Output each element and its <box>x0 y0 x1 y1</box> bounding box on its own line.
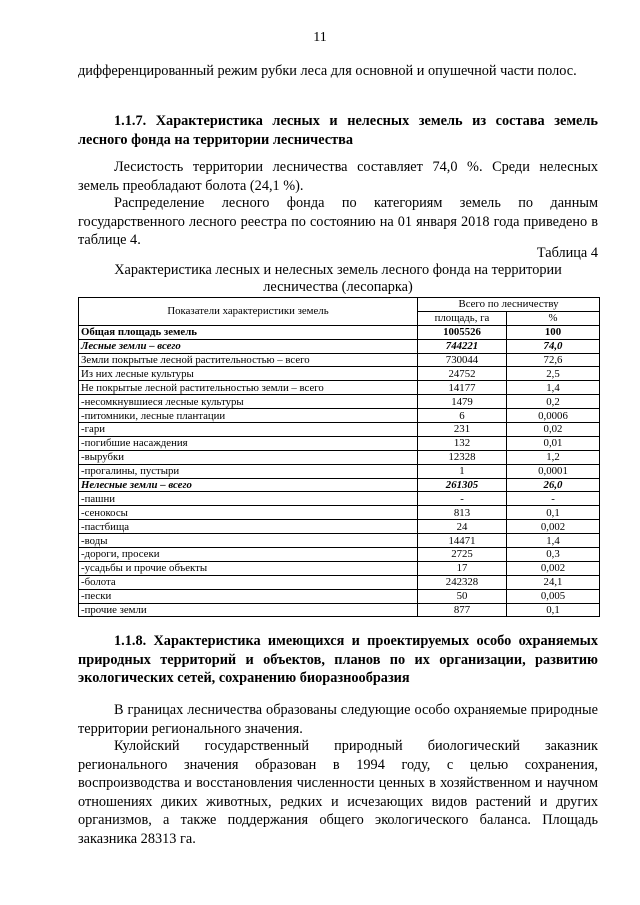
row-percent: 1,4 <box>507 534 600 548</box>
row-name: Земли покрытые лесной растительностью – всего <box>79 353 418 367</box>
row-percent: 74,0 <box>507 339 600 353</box>
table-row <box>79 548 600 562</box>
row-area: 132 <box>418 436 507 450</box>
section-118-paragraph-2: Кулойский государственный природный биологический заказник регионального значения образован в 1994 году, с целью сохранения, воспроизводства и восстановления численности ценных в хозяйственном и научном отношениях диких животных, редких и исчезающих видов растений и других организмов, а также поддержания общего экологического баланса. Площадь заказника 28313 га. <box>78 738 598 847</box>
row-name: -болота <box>79 575 418 589</box>
table-row <box>79 506 600 520</box>
row-area: 242328 <box>418 575 507 589</box>
row-area: 877 <box>418 603 507 617</box>
row-area: 1 <box>418 464 507 478</box>
row-name: -пастбища <box>79 520 418 534</box>
row-area: 24 <box>418 520 507 534</box>
row-name: -воды <box>79 534 418 548</box>
header-indicator: Показатели характеристики земель <box>79 298 418 326</box>
row-name: Из них лесные культуры <box>79 367 418 381</box>
table-row <box>79 353 600 367</box>
row-percent: 72,6 <box>507 353 600 367</box>
row-name: -прогалины, пустыри <box>79 464 418 478</box>
row-area: 17 <box>418 561 507 575</box>
row-area: 744221 <box>418 339 507 353</box>
row-percent: 0,0006 <box>507 409 600 423</box>
row-percent: 24,1 <box>507 575 600 589</box>
row-area: 730044 <box>418 353 507 367</box>
row-percent: 2,5 <box>507 367 600 381</box>
section-117-paragraph-2: Распределение лесного фонда по категориям земель по данным государственного лесного реестра по состоянию на 01 января 2018 года приведено в таблице 4. <box>78 195 598 248</box>
row-percent: 0,002 <box>507 561 600 575</box>
section-118-paragraph-1: В границах лесничества образованы следующие особо охраняемые природные территории регионального значения. <box>78 702 598 737</box>
table-row <box>79 464 600 478</box>
table-row <box>79 561 600 575</box>
page-number: 11 <box>313 30 327 45</box>
table-row <box>79 492 600 506</box>
row-area: 6 <box>418 409 507 423</box>
row-area: - <box>418 492 507 506</box>
row-name: -прочие земли <box>79 603 418 617</box>
section-117-heading: 1.1.7. Характеристика лесных и нелесных земель из состава земель лесного фонда на территории лесничества <box>78 113 598 148</box>
table-row <box>79 367 600 381</box>
row-name: Общая площадь земель <box>79 325 418 339</box>
row-percent: - <box>507 492 600 506</box>
row-area: 50 <box>418 589 507 603</box>
table-row <box>79 589 600 603</box>
table-row <box>79 520 600 534</box>
row-percent: 0,01 <box>507 436 600 450</box>
row-area: 12328 <box>418 450 507 464</box>
row-percent: 1,2 <box>507 450 600 464</box>
table-row <box>79 603 600 617</box>
table-row <box>79 450 600 464</box>
land-characteristics-table <box>78 297 600 617</box>
row-percent: 0,1 <box>507 506 600 520</box>
table-title: Характеристика лесных и нелесных земель лесного фонда на территории лесничества (лесопарка) <box>114 262 562 295</box>
section-118-heading: 1.1.8. Характеристика имеющихся и проектируемых особо охраняемых природных территорий и объектов, планов по их организации, развитию экологических сетей, сохранению биоразнообразия <box>78 633 598 686</box>
row-area: 1479 <box>418 395 507 409</box>
row-percent: 0,002 <box>507 520 600 534</box>
row-percent: 0,0001 <box>507 464 600 478</box>
section-117-paragraph-1: Лесистость территории лесничества составляет 74,0 %. Среди нелесных земель преобладают болота (24,1 %). <box>78 159 598 194</box>
row-area: 24752 <box>418 367 507 381</box>
row-area: 1005526 <box>418 325 507 339</box>
row-area: 231 <box>418 423 507 437</box>
table-row <box>79 339 600 353</box>
header-total: Всего по лесничеству <box>418 298 600 312</box>
row-percent: 0,1 <box>507 603 600 617</box>
row-name: -сенокосы <box>79 506 418 520</box>
row-name: Не покрытые лесной растительностью земли – всего <box>79 381 418 395</box>
table-row <box>79 436 600 450</box>
row-name: -вырубки <box>79 450 418 464</box>
table-row <box>79 534 600 548</box>
row-percent: 26,0 <box>507 478 600 492</box>
intro-paragraph: дифференцированный режим рубки леса для основной и опушечной части полос. <box>78 63 577 79</box>
header-percent: % <box>507 311 600 325</box>
row-name: -пески <box>79 589 418 603</box>
row-area: 813 <box>418 506 507 520</box>
row-area: 2725 <box>418 548 507 562</box>
table-row <box>79 409 600 423</box>
row-percent: 0,3 <box>507 548 600 562</box>
row-percent: 0,02 <box>507 423 600 437</box>
row-area: 14177 <box>418 381 507 395</box>
row-area: 261305 <box>418 478 507 492</box>
table-row <box>79 478 600 492</box>
table-row <box>79 381 600 395</box>
row-name: Лесные земли – всего <box>79 339 418 353</box>
table-row <box>79 395 600 409</box>
row-name: -несомкнувшиеся лесные культуры <box>79 395 418 409</box>
table-body <box>79 325 600 617</box>
table-row <box>79 423 600 437</box>
row-name: -пашни <box>79 492 418 506</box>
table-label: Таблица 4 <box>536 245 598 261</box>
row-name: Нелесные земли – всего <box>79 478 418 492</box>
table-row <box>79 575 600 589</box>
row-name: -усадьбы и прочие объекты <box>79 561 418 575</box>
row-name: -погибшие насаждения <box>79 436 418 450</box>
header-area: площадь, га <box>418 311 507 325</box>
row-name: -гари <box>79 423 418 437</box>
table-row <box>79 325 600 339</box>
row-percent: 1,4 <box>507 381 600 395</box>
row-percent: 0,2 <box>507 395 600 409</box>
row-area: 14471 <box>418 534 507 548</box>
row-percent: 100 <box>507 325 600 339</box>
row-name: -дороги, просеки <box>79 548 418 562</box>
row-name: -питомники, лесные плантации <box>79 409 418 423</box>
row-percent: 0,005 <box>507 589 600 603</box>
